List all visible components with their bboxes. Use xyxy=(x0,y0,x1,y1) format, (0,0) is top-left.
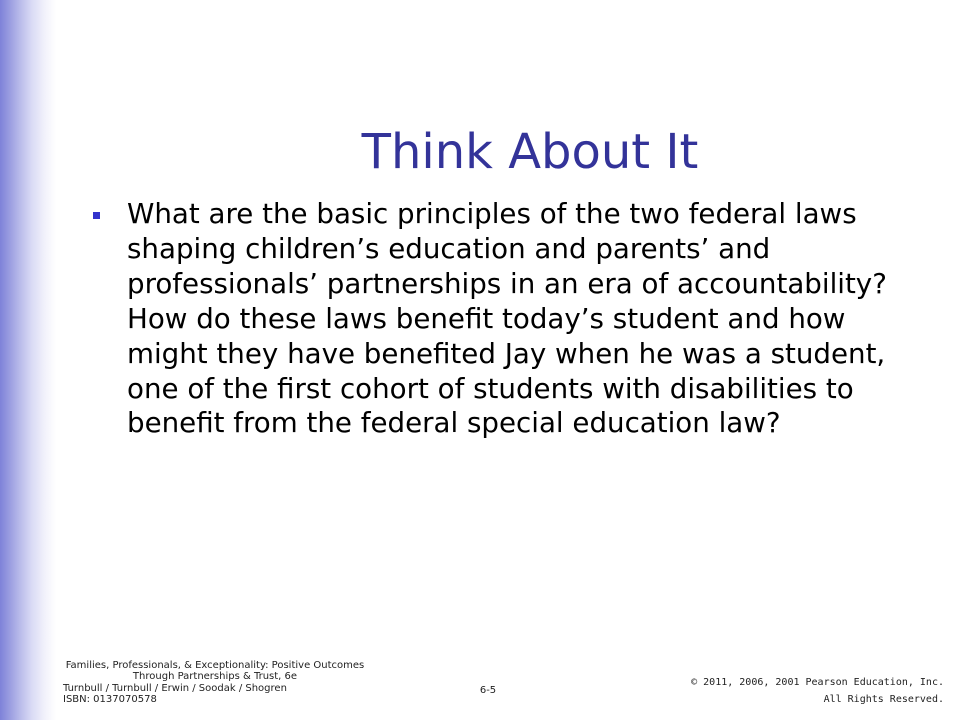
bullet-text-line: What are the basic principles of the two federal laws xyxy=(127,197,857,230)
book-subtitle-line: Through Partnerships & Trust, 6e xyxy=(132,671,298,683)
square-bullet-icon xyxy=(93,212,100,219)
footer-book-info xyxy=(63,660,367,705)
left-gradient-bar xyxy=(0,0,56,720)
slide-title: Think About It xyxy=(361,124,699,180)
bullet-text-line: might they have benefited Jay when he was a student, xyxy=(127,336,886,370)
bullet-item xyxy=(93,197,887,441)
bullet-text-line: professionals’ partnerships in an era of accountability? xyxy=(127,266,887,300)
bullet-text xyxy=(127,197,887,441)
book-title-line: Families, Professionals, & Exceptionality: Positive Outcomes xyxy=(65,660,365,671)
footer-copyright xyxy=(691,674,944,708)
page-number: 6-5 xyxy=(479,685,497,696)
bullet-text-line: one of the first cohort of students with disabilities to xyxy=(127,371,854,405)
bullet-text-line: shaping children’s education and parents’ and xyxy=(127,231,771,265)
rights-reserved-line: All Rights Reserved. xyxy=(823,694,944,705)
copyright-line: © 2011, 2006, 2001 Pearson Education, Inc. xyxy=(691,677,944,688)
book-authors-line: Turnbull / Turnbull / Erwin / Soodak / Shogren xyxy=(63,682,287,694)
bullet-text-line: benefit from the federal special education law? xyxy=(127,406,781,440)
book-isbn-line: ISBN: 0137070578 xyxy=(63,693,157,705)
bullet-text-line: How do these laws benefit today’s student and how xyxy=(127,301,846,335)
